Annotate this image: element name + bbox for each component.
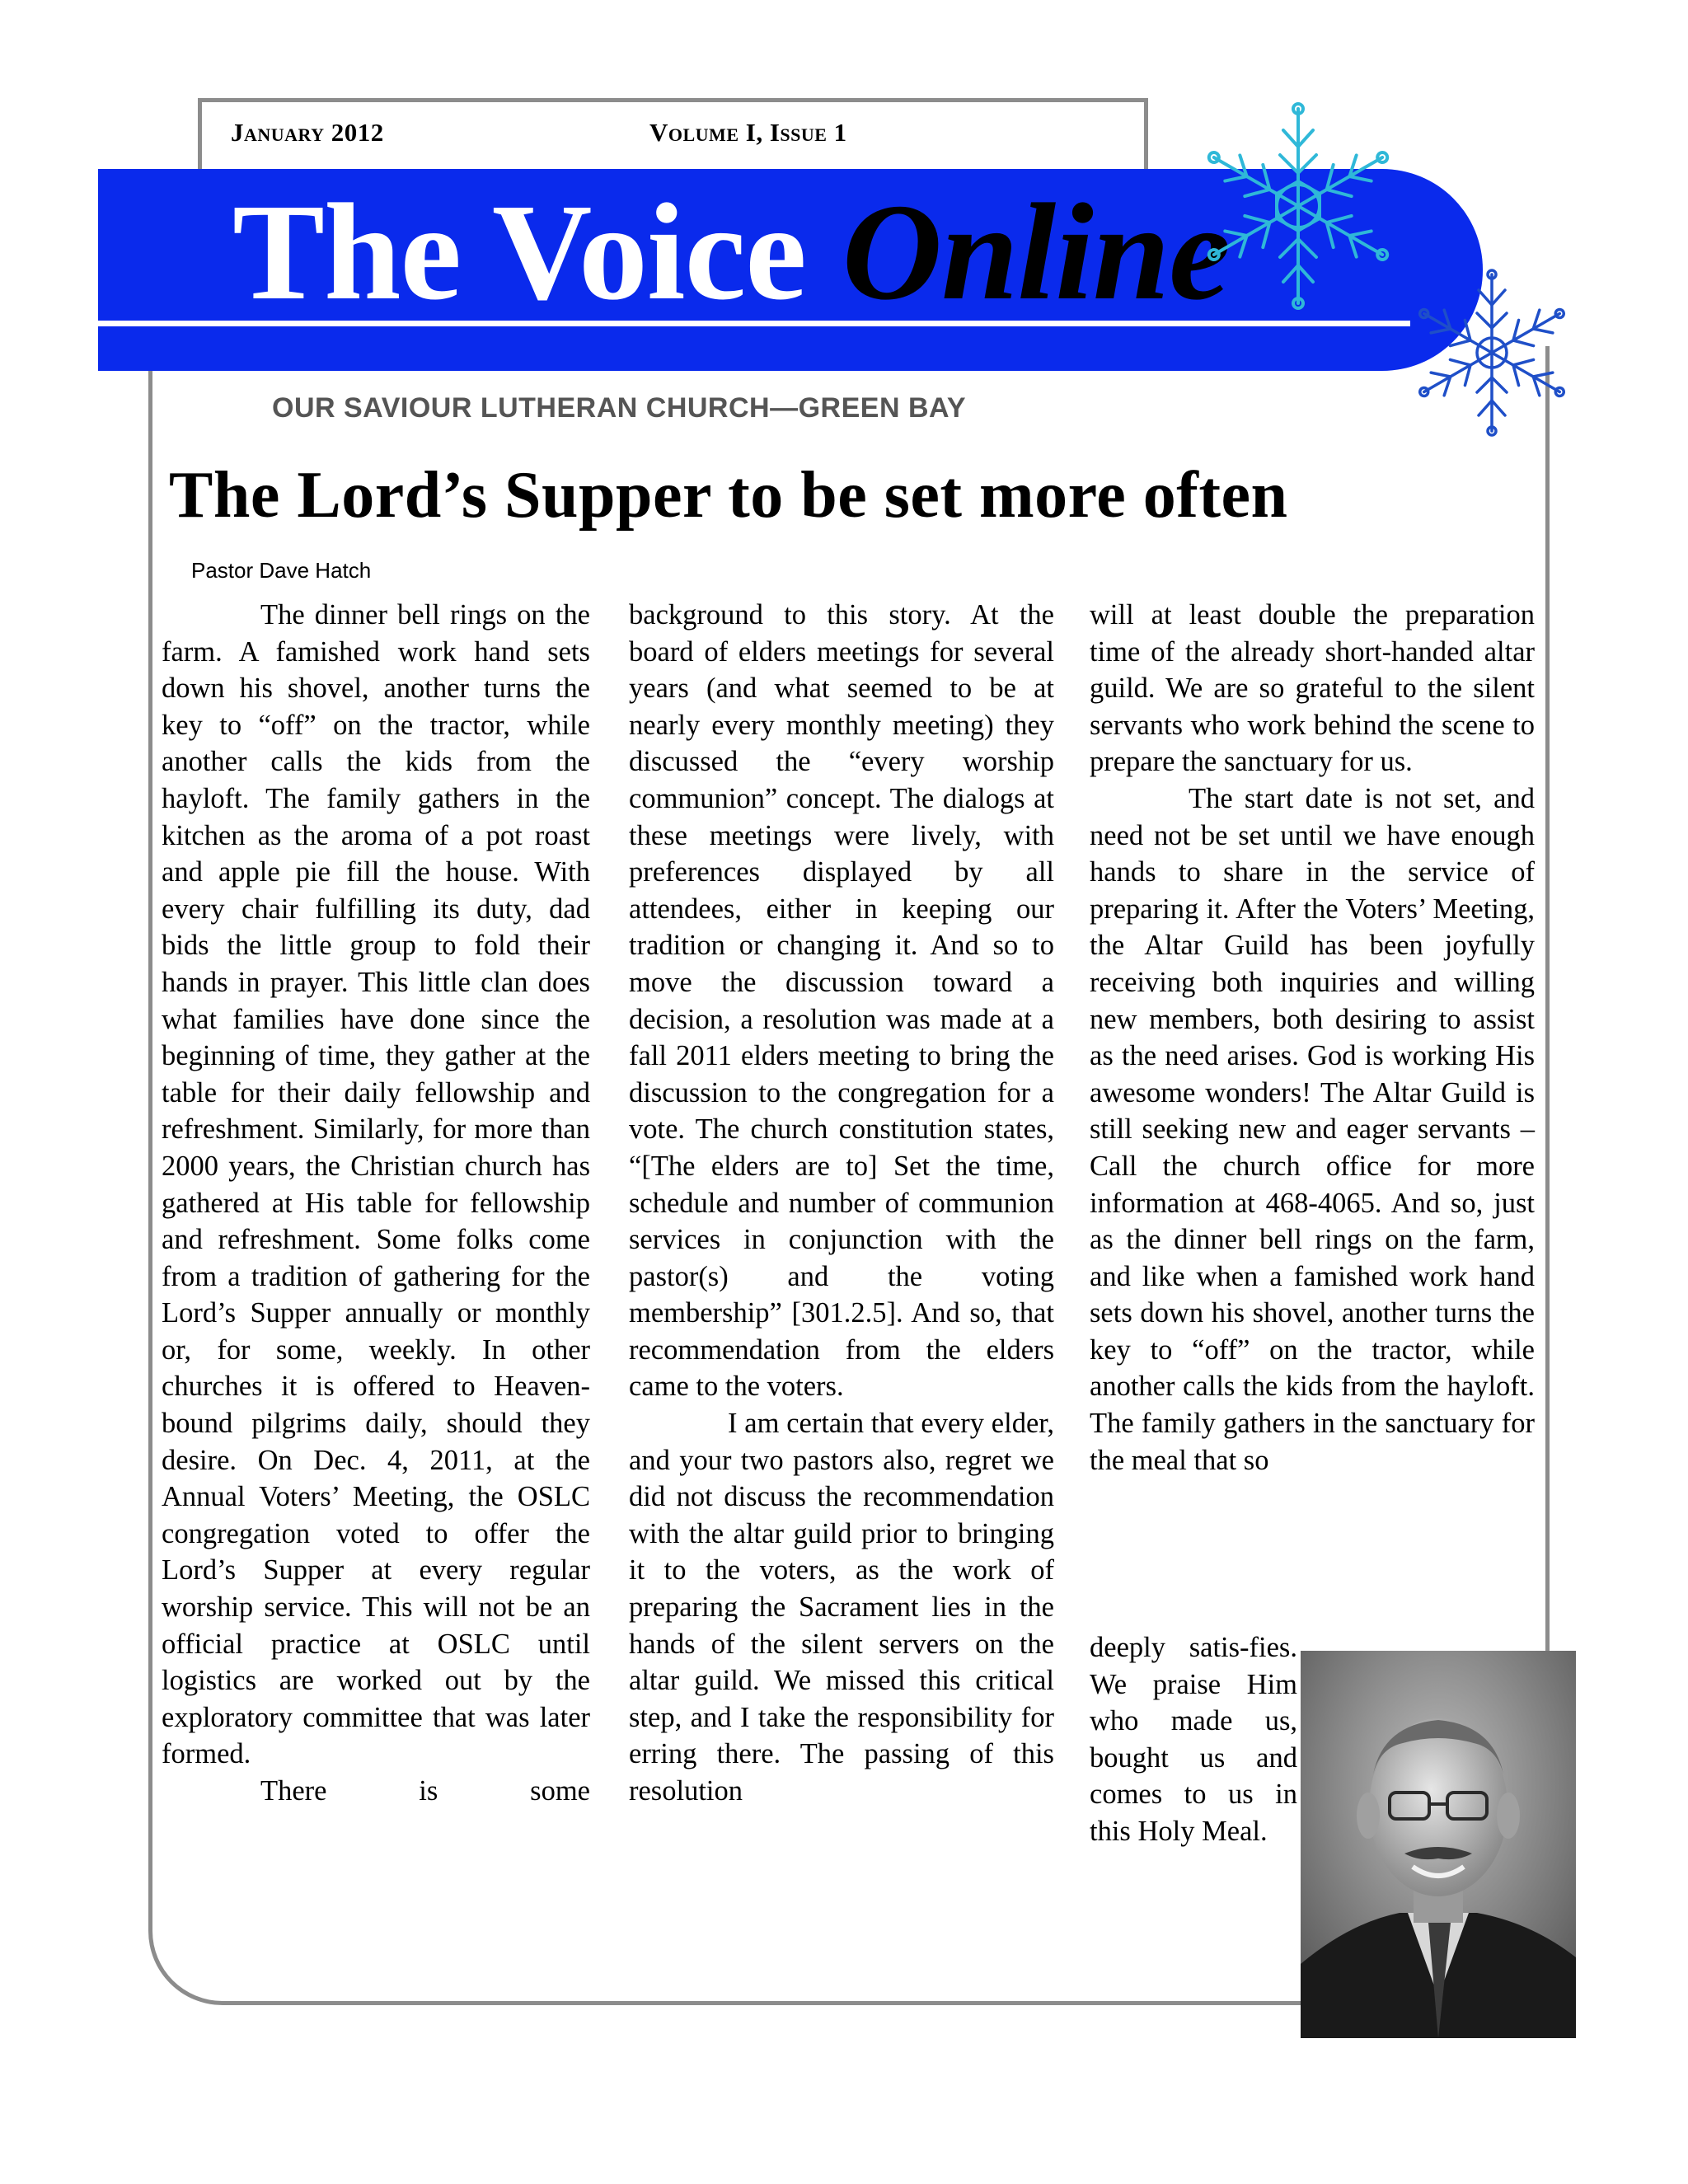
snowflake-icon [1187, 95, 1409, 317]
paragraph: deeply satis-fies. We praise Him who made us, bought us and comes to us in this Holy Meal. [1090, 1632, 1297, 1847]
article-headline: The Lord’s Supper to be set more often [169, 459, 1288, 532]
newsletter-title [232, 176, 1230, 329]
paragraph: I am certain that every elder, and your two pastors also, regret we did not discuss the recommendation with the altar guild prior to bringing it to the voters, as the work of preparing the Sacrament lies in the hands of the silent servers on the altar guild. We missed this critical step, and I take the responsibility for erring there. The passing of this resolution [629, 1408, 1054, 1807]
article-column-3-wrap [1090, 1629, 1297, 1850]
snowflake-icon [1401, 262, 1582, 443]
issue-volume: Volume I, Issue 1 [649, 118, 847, 147]
paragraph: There is some [260, 1775, 590, 1807]
church-name: OUR SAVIOUR LUTHERAN CHURCH—GREEN BAY [272, 392, 967, 424]
title-main: The Voice [232, 176, 806, 329]
paragraph: background to this story. At the board of elders meetings for several years (and what seemed to be at nearly every monthly meeting) they discussed the “every worship communion” concept. The dialogs at these meetings were lively, with preferences displayed by all attendees, either in keeping our tradition or changing it. And so to move the discussion toward a decision, a resolution was made at a fall 2011 elders meeting to bring the discussion to the congregation for a vote. The church constitution states, “[The elders are to] Set the time, schedule and number of communion services in conjunction with the pastor(s) and the voting membership” [301.2.5]. And so, that recommendation from the elders came to the voters. [629, 599, 1054, 1403]
paragraph: The dinner bell rings on the farm. A famished work hand sets down his shovel, another turns the key to “off” on the tractor, while another calls the kids from the hayloft. The family gathers in the kitchen as the aroma of a pot roast and apple pie fill the house. With every chair fulfilling its duty, dad bids the little group to fold their hands in prayer. This little clan does what families have done since the beginning of time, they gather at the table for their daily fellowship and refreshment. Similarly, for more than 2000 years, the Christian church has gathered at His table for fellowship and refreshment. Some folks come from a tradition of gathering for the Lord’s Supper annually or monthly or, for some, weekly. In other churches it is offered to Heaven-bound pilgrims daily, should they desire. On Dec. 4, 2011, at the Annual Voters’ Meeting, the OSLC congregation voted to offer the Lord’s Supper at every regular worship service. This will not be an official practice at OSLC until logistics are worked out by the exploratory committee that was later formed. [162, 599, 590, 1770]
paragraph: The start date is not set, and need not be set until we have enough hands to share in the service of preparing it. After the Voters’ Meeting, the Altar Guild has been joyfully receiving both inquiries and willing new members, both desiring to assist as the need arises. God is working His awesome wonders! The Altar Guild is still seeking new and eager servants – Call the church office for more information at 468-4065. And so, just as the dinner bell rings on the farm, and like when a famished work hand sets down his shovel, another turns the key to “off” on the tractor, while another calls the kids from the hayloft. The family gathers in the sanctuary for the meal that so [1090, 782, 1535, 1476]
title-accent: Online [842, 176, 1230, 329]
article-column-3 [1090, 597, 1535, 1479]
paragraph: will at least double the preparation time of the already short-handed altar guild. We are so grateful to the silent servants who work behind the scene to prepare the sanctuary for us. [1090, 599, 1535, 778]
article-column-1 [162, 597, 590, 1810]
issue-date: January 2012 [231, 118, 384, 147]
author-photo [1301, 1651, 1576, 2038]
article-byline: Pastor Dave Hatch [191, 558, 372, 583]
author-portrait-image [1301, 1651, 1576, 2038]
article-column-2 [629, 597, 1054, 1810]
